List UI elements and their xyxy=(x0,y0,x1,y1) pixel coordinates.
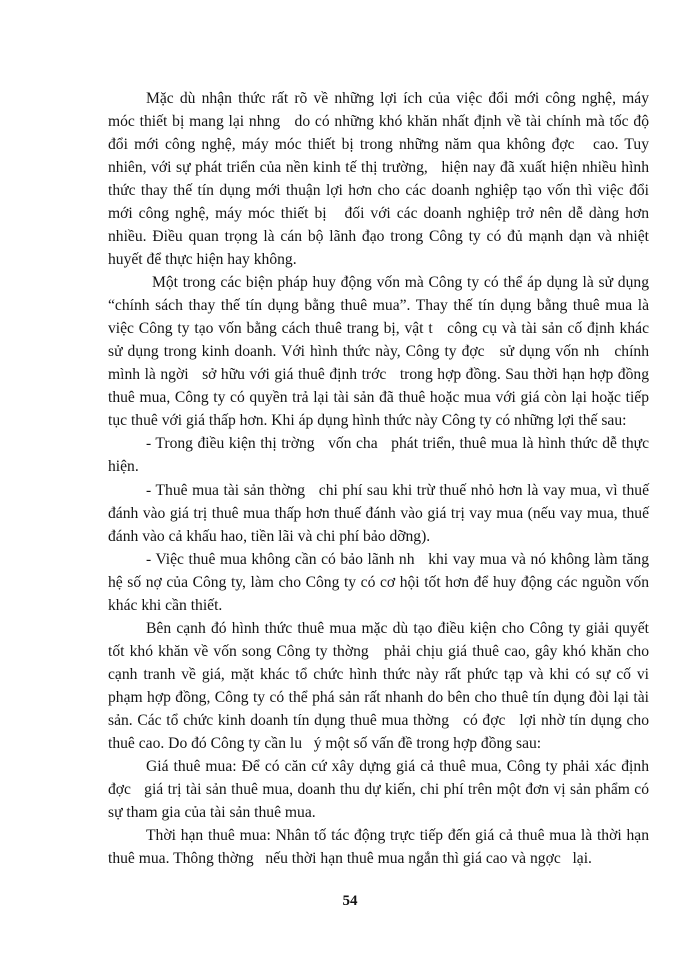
text-line: tục thuê với giá thấp hơn. Khi áp dụng hình thức này Công ty có những lợi thế sau: xyxy=(108,412,627,430)
text-line: “chính sách thay thế tín dụng bằng thuê mua”. Thay thế tín dụng bằng thuê mua là xyxy=(108,297,649,315)
text-line: thức thay thế tín dụng mới thuận lợi hơn cho các doanh nghiệp tạo vốn thì việc đổi xyxy=(108,182,649,200)
text-line: Mặc dù nhận thức rất rõ về những lợi ích của việc đổi mới công nghệ, máy xyxy=(146,90,649,107)
text-line: đợc giá trị tài sản thuê mua, doanh thu dự kiến, chi phí trên một đơn vị sản phẩm có xyxy=(108,780,649,798)
text-line: hiện. xyxy=(108,458,139,476)
text-line: sự tham gia của tài sản thuê mua. xyxy=(108,803,316,821)
text-line: việc Công ty tạo vốn bằng cách thuê trang bị, vật t công cụ và tài sản cố định khác xyxy=(108,320,649,338)
text-line: - Thuê mua tài sản thờng chi phí sau khi trừ thuế nhỏ hơn là vay mua, vì thuế xyxy=(146,481,649,499)
text-line: phạm hợp đồng, Công ty có thể phá sản rất nhanh do bên cho thuê tín dụng đòi lại tài xyxy=(108,688,649,706)
text-line: móc thiết bị mang lại nhng do có những khó khăn nhất định về tài chính mà tốc độ xyxy=(108,113,649,131)
text-line: thuê mua, Công ty có quyền trả lại tài sản đã thuê hoặc mua với giá còn lại hoặc tiếp xyxy=(108,389,649,407)
text-line: mới công nghệ, máy móc thiết bị đối với các doanh nghiệp trở nên dễ dàng hơn xyxy=(108,205,649,223)
text-line: mình là ngời sở hữu với giá thuê định trớc trong hợp đồng. Sau thời hạn hợp đồng xyxy=(108,366,649,384)
text-line: thuê mua. Thông thờng nếu thời hạn thuê mua ngắn thì giá cao và ngợc lại. xyxy=(108,849,592,867)
text-line: - Trong điều kiện thị trờng vốn cha phát triển, thuê mua là hình thức dễ thực xyxy=(146,435,649,453)
text-line: sử dụng trong kinh doanh. Với hình thức này, Công ty đợc sử dụng vốn nh chính xyxy=(108,343,649,361)
text-line: - Việc thuê mua không cần có bảo lãnh nh khi vay mua và nó không làm tăng xyxy=(146,550,649,568)
text-line: huyết để thực hiện hay không. xyxy=(108,251,297,269)
text-line: tốt khó khăn về vốn song Công ty thờng phải chịu giá thuê cao, gây khó khăn cho xyxy=(108,642,649,660)
text-line: Bên cạnh đó hình thức thuê mua mặc dù tạo điều kiện cho Công ty giải quyết xyxy=(146,619,649,637)
text-line: Một trong các biện pháp huy động vốn mà Công ty có thể áp dụng là sử dụng xyxy=(152,274,649,292)
text-line: đánh vào cả khấu hao, tiền lãi và chi phí bảo dỡng). xyxy=(108,527,431,545)
text-line: nhiên, với sự phát triển của nền kinh tế thị trường, hiện nay đã xuất hiện nhiều hình xyxy=(108,159,649,177)
text-line: đổi mới công nghệ, máy móc thiết bị trong những năm qua không đợc cao. Tuy xyxy=(108,136,649,154)
text-line: Giá thuê mua: Để có căn cứ xây dựng giá cả thuê mua, Công ty phải xác định xyxy=(146,757,649,775)
text-line: nhiều. Điều quan trọng là cán bộ lãnh đạo trong Công ty có đủ mạnh dạn và nhiệt xyxy=(108,228,649,246)
text-line: hệ số nợ của Công ty, làm cho Công ty có cơ hội tốt hơn để huy động các nguồn vốn xyxy=(108,573,649,591)
text-line: thuê cao. Do đó Công ty cần lu ý một số vấn đề trong hợp đồng sau: xyxy=(108,734,542,752)
page-number: 54 xyxy=(342,893,358,909)
text-line: khác khi cần thiết. xyxy=(108,596,223,614)
text-line: đánh vào giá trị thuê mua thấp hơn thuế đánh vào giá trị vay mua (nếu vay mua, thuế xyxy=(108,504,649,522)
text-line: Thời hạn thuê mua: Nhân tố tác động trực tiếp đến giá cả thuê mua là thời hạn xyxy=(146,826,649,844)
text-line: cạnh tranh về giá, mặt khác tổ chức hình thức này rất phức tạp và khi có sự cố vi xyxy=(108,665,649,683)
text-line: sản. Các tổ chức kinh doanh tín dụng thuê mua thờng có đợc lợi nhờ tín dụng cho xyxy=(108,711,649,729)
